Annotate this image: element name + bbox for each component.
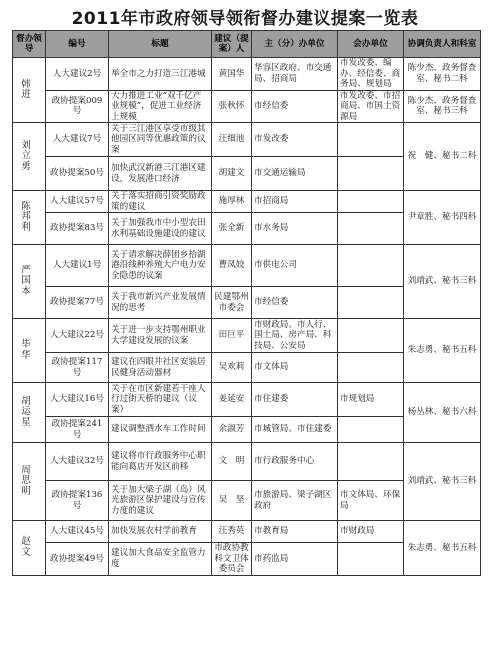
proposer: 余淑芳 [212,417,252,443]
assist-unit: 市发改委、编办、经信委、商务局、规划局 [338,58,404,91]
main-unit: 市文体局 [252,353,338,383]
assist-unit [338,353,404,383]
proposer: 吴 坚 [212,481,252,521]
assist-unit: 市文体局、环保局 [338,481,404,521]
proposer: 民建鄂州市委会 [212,287,252,319]
header-assist-unit: 会办单位 [338,31,404,58]
proposer: 文 明 [212,443,252,481]
main-unit: 市旅游局、梁子湖区政府 [252,481,338,521]
assist-unit: 市规划局 [338,383,404,417]
proposal-number: 人大建议1号 [46,245,109,287]
proposal-number: 人大建议45号 [46,521,109,543]
proposal-title: 加快发展农村学前教育 [109,521,212,543]
proposal-number: 政协提案241号 [46,417,109,443]
table-row [13,443,481,481]
proposer: 吴欢莉 [212,353,252,383]
assist-unit [338,417,404,443]
page-title: 2011年市政府领导领衔督办建议提案一览表 [71,9,419,29]
header-coordinator: 协调负责人和科室 [404,31,481,58]
table-row [13,521,481,543]
proposal-number: 人大建议2号 [46,58,109,91]
proposal-number: 人大建议57号 [46,191,109,213]
proposer: 曹凤姣 [212,245,252,287]
proposer: 胡建文 [212,157,252,191]
assist-unit [338,123,404,157]
main-unit: 市经信委 [252,287,338,319]
assist-unit [338,543,404,576]
coordinator: 陈少杰、政务督查室、秘书二科 [404,58,481,91]
assist-unit [338,191,404,213]
header-row [13,31,481,58]
main-unit: 市发改委 [252,123,338,157]
main-unit: 市住建委 [252,383,338,417]
proposal-number: 人大建议32号 [46,443,109,481]
proposer: 张秋怀 [212,90,252,123]
proposal-number: 政协提案009号 [46,90,109,123]
leader-name: 赵 文 [13,521,46,576]
leader-name: 严国本 [13,245,46,319]
leader-name: 周思明 [13,443,46,521]
proposal-title: 关于我市新兴产业发展情况的思考 [109,287,212,319]
main-unit: 市教育局 [252,521,338,543]
proposal-title: 建议在四眼井社区安装居民健身活动器材 [109,353,212,383]
proposal-title: 建议将市行政服务中心职能向葛店开发区前移 [109,443,212,481]
proposal-number: 政协提案83号 [46,213,109,245]
table-row [13,58,481,91]
proposal-title: 关于进一步支持鄂州职业大学建设发展的议案 [109,319,212,353]
coordinator: 陈少杰、政务督查室、秘书三科 [404,90,481,123]
main-unit: 市招商局 [252,191,338,213]
proposal-title: 关于三江港区享受市级其他园区同等优惠政策的议案 [109,123,212,157]
proposer: 市政协教科文卫体委员会 [212,543,252,576]
coordinator: 尹章胜、秘书四科 [404,191,481,245]
proposal-title: 关于落实招商引资奖励政策的建议 [109,191,212,213]
coordinator: 朱志勇、秘书五科 [404,319,481,383]
header-number: 编号 [46,31,109,58]
assist-unit [338,287,404,319]
header-proposer: 建议（提案）人 [212,31,252,58]
main-unit: 市供电公司 [252,245,338,287]
proposal-number: 人大建议7号 [46,123,109,157]
table-row [13,123,481,157]
proposer: 施厚林 [212,191,252,213]
proposer: 田巨平 [212,319,252,353]
coordinator: 杨丛林、秘书六科 [404,383,481,443]
proposal-number: 人大建议16号 [46,383,109,417]
header-leader: 督办领导 [13,31,46,58]
proposer: 汪秀英 [212,521,252,543]
assist-unit [338,213,404,245]
proposal-number: 政协提案50号 [46,157,109,191]
proposal-title: 加快武汉新港三江港区建设，发展港口经济 [109,157,212,191]
assist-unit [338,319,404,353]
table-row [13,191,481,213]
coordinator: 刘靖武、秘书三科 [404,245,481,319]
table-row [13,90,481,123]
coordinator: 朱志勇、秘书五科 [404,521,481,576]
main-unit: 市经信委 [252,90,338,123]
table-row [13,319,481,353]
assist-unit: 市发改委、市招商局、市国土资源局 [338,90,404,123]
main-unit: 市财政局、市人行、国土局、房产局、科技局、公安局 [252,319,338,353]
leader-name: 韩 进 [13,58,46,123]
proposer: 姜延安 [212,383,252,417]
proposal-number: 政协提案117号 [46,353,109,383]
main-unit: 市城管局、市住建委 [252,417,338,443]
assist-unit: 市财政局 [338,521,404,543]
proposal-title: 关于请求解决薛团乡拾湖港沿线种养殖大户电力安全隐患的议案 [109,245,212,287]
table-row [13,383,481,417]
proposal-title: 关于在市区新建若干座人行过街天桥的建议（议案） [109,383,212,417]
proposal-number: 人大建议22号 [46,319,109,353]
proposal-title: 大力推进工业“双千亿产业规模”，促进工业经济上规模 [109,90,212,123]
leader-name: 毕 华 [13,319,46,383]
main-unit: 市交通运输局 [252,157,338,191]
proposer: 汪细池 [212,123,252,157]
proposal-title: 关于加强我市中小型农田水利基础设施建设的建议 [109,213,212,245]
assist-unit [338,443,404,481]
leader-name: 刘立勇 [13,123,46,191]
assist-unit [338,245,404,287]
proposal-table [12,30,481,576]
assist-unit [338,157,404,191]
header-main-unit: 主（分）办单位 [252,31,338,58]
proposal-title: 举全市之力打造三江港城 [109,58,212,91]
header-title: 标题 [109,31,212,58]
coordinator: 刘靖武、秘书三科 [404,443,481,521]
coordinator: 祝 健、秘书二科 [404,123,481,191]
leader-name: 胡运星 [13,383,46,443]
proposal-title: 关于加大梁子湖（岛）风光旅游区保护建设与宣传力度的建议 [109,481,212,521]
main-unit: 市水务局 [252,213,338,245]
proposal-title: 建议加大食品安全监管力度 [109,543,212,576]
main-unit: 市行政服务中心 [252,443,338,481]
proposal-title: 建议调整洒水车工作时间 [109,417,212,443]
table-row [13,245,481,287]
leader-name: 陈邦利 [13,191,46,245]
proposal-number: 政协提案49号 [46,543,109,576]
proposer: 张全新 [212,213,252,245]
proposer: 黄国华 [212,58,252,91]
proposal-number: 政协提案136号 [46,481,109,521]
main-unit: 华容区政府、市交通局、招商局 [252,58,338,91]
main-unit: 市药监局 [252,543,338,576]
proposal-number: 政协提案77号 [46,287,109,319]
